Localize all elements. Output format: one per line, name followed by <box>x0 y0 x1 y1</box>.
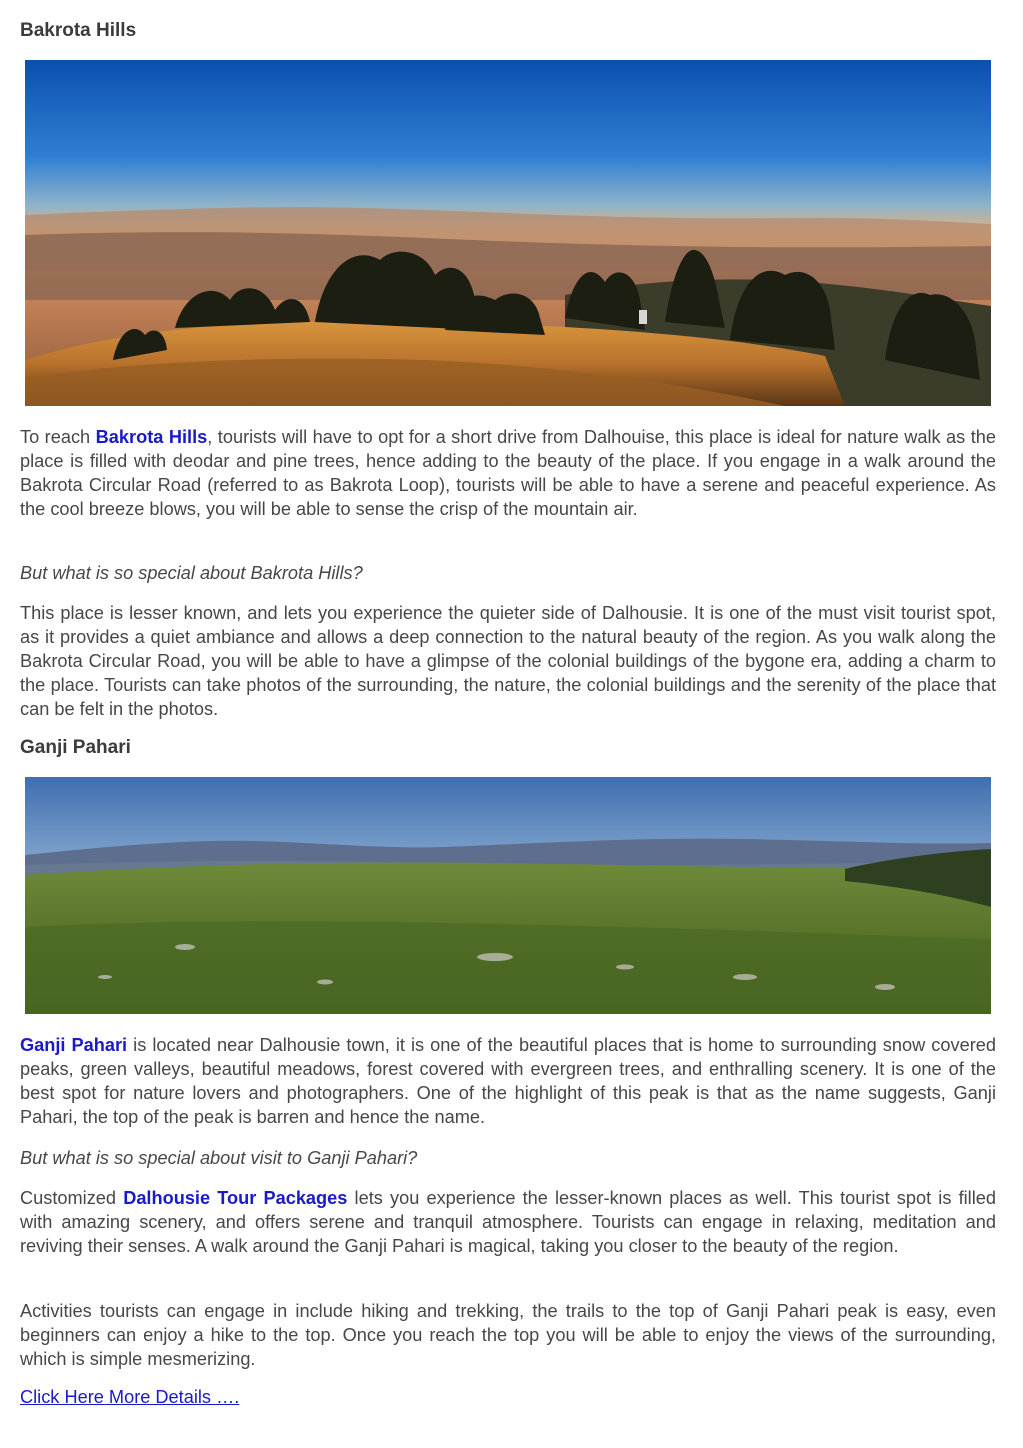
dalhousie-tour-packages-link[interactable]: Dalhousie Tour Packages <box>123 1188 348 1208</box>
ganji-question: But what is so special about visit to Ganji Pahari? <box>20 1148 418 1168</box>
section-heading-bakrota: Bakrota Hills <box>20 20 137 41</box>
ganji-activities-paragraph: Activities tourists can engage in include hiking and trekking, the trails to the top of Ganji Pahari peak is easy, even beginners can enjoy a hike to the top. Once you reach the top you will be able to enjoy the views of the surrounding, which is simple mesmerizing. <box>20 1301 996 1369</box>
ganji-pahari-photo <box>25 777 991 1014</box>
bakrota-hills-photo <box>25 60 991 406</box>
bakrota-question: But what is so special about Bakrota Hills? <box>20 563 363 583</box>
bakrota-intro-body: , tourists will have to opt for a short drive from Dalhouise, this place is ideal for nature walk as the place is filled with deodar and pine trees, hence adding to the beauty of the place. If you engage in a walk around the Bakrota Circular Road (referred to as Bakrota Loop), tourists will be able to have a serene and peaceful experience. As the cool breeze blows, you will be able to sense the crisp of the mountain air. <box>20 427 997 519</box>
bakrota-intro-paragraph <box>20 425 996 521</box>
ganji-pahari-image <box>25 777 991 1014</box>
ganji-packages-lead: Customized <box>20 1188 124 1208</box>
bakrota-intro-lead: To reach <box>20 427 96 447</box>
bakrota-hills-link[interactable]: Bakrota Hills <box>95 427 208 447</box>
ganji-intro-paragraph <box>20 1033 996 1129</box>
ganji-packages-body: lets you experience the lesser-known places as well. This tourist spot is filled with amazing scenery, and offers serene and tranquil atmosphere. Tourists can engage in relaxing, meditation and reviving their senses. A walk around the Ganji Pahari is magical, taking you closer to the beauty of the region. <box>20 1188 996 1256</box>
more-details-link[interactable]: Click Here More Details …. <box>20 1387 240 1407</box>
ganji-packages-paragraph <box>20 1186 996 1258</box>
bakrota-hills-image <box>25 60 991 406</box>
section-heading-ganji: Ganji Pahari <box>20 737 131 758</box>
ganji-pahari-link[interactable]: Ganji Pahari <box>20 1035 128 1055</box>
bakrota-detail-paragraph: This place is lesser known, and lets you experience the quieter side of Dalhousie. It is one of the must visit tourist spot, as it provides a quiet ambiance and allows a deep connection to the natural beauty of the region. As you walk along the Bakrota Circular Road, you will be able to have a glimpse of the colonial buildings of the bygone era, adding a charm to the place. Tourists can take photos of the surrounding, the nature, the colonial buildings and the serenity of the place that can be felt in the photos. <box>20 603 996 719</box>
ganji-intro-body: is located near Dalhousie town, it is one of the beautiful places that is home to surrounding snow covered peaks, green valleys, beautiful meadows, forest covered with evergreen trees, and enthralling scenery. It is one of the best spot for nature lovers and photographers. One of the highlight of this peak is that as the name suggests, Ganji Pahari, the top of the peak is barren and hence the name. <box>20 1035 996 1127</box>
